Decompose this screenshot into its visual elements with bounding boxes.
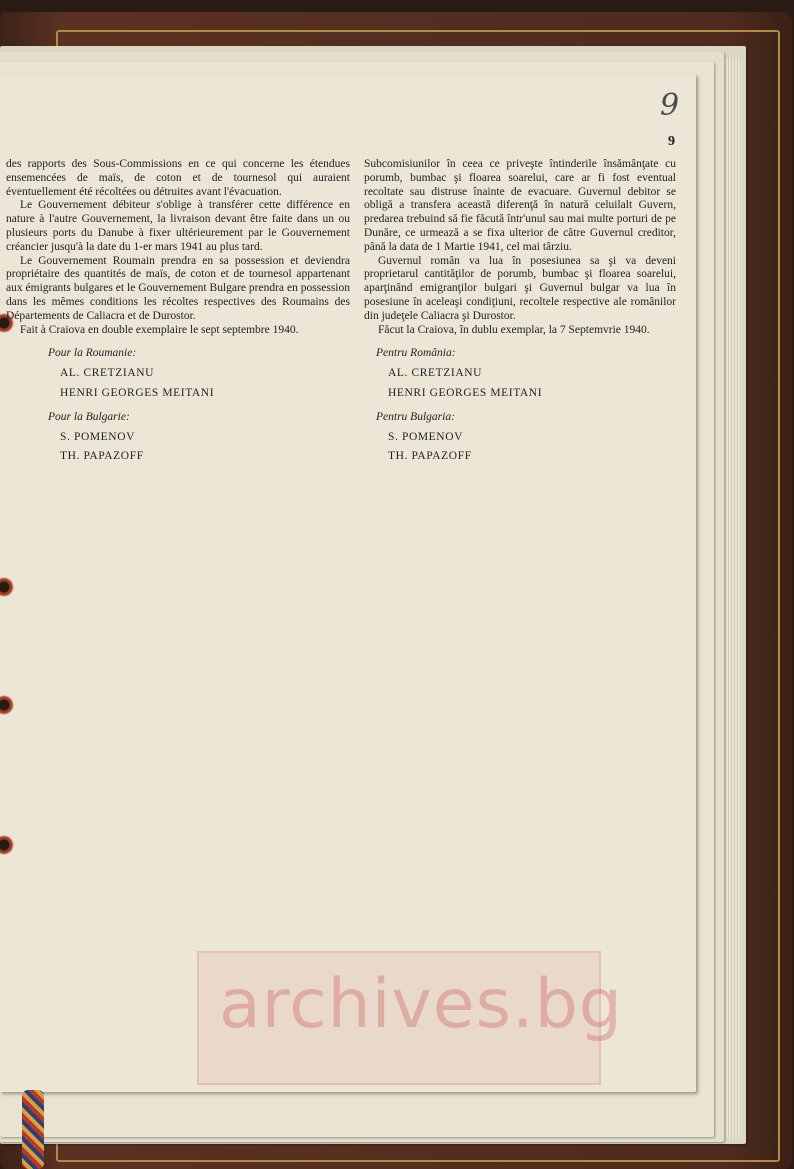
- signatory-name: HENRI GEORGES MEITANI: [60, 386, 215, 399]
- printed-page-number: 9: [668, 134, 675, 149]
- closing-line: Fait à Craiova en double exemplaire le sept septembre 1940.: [20, 323, 299, 336]
- page-edges: [722, 58, 742, 1138]
- signatory-country-label: Pour la Roumanie:: [48, 347, 137, 360]
- french-column: [6, 158, 350, 464]
- pencil-page-number: 9: [660, 88, 680, 123]
- signatory-name: TH. PAPAZOFF: [388, 450, 472, 463]
- paragraph: Le Gouvernement Roumain prendra en sa possession et deviendra propriétaire des quantités de maïs, de coton et de tournesol appartenant aux émigrants bulgares et le Gouvernement Bulgare prendra en possession dans les mêmes conditions les récoltes respectives des Roumains des Départements de Caliacra et de Durostor.: [6, 254, 350, 322]
- watermark-text: archives.bg: [219, 965, 623, 1044]
- romanian-column: [364, 158, 676, 464]
- paragraph: Guvernul român va lua în posesiunea sa şi va deveni proprietarul cantităţilor de porumb, bumbac şi floarea soarelui, aparţinând emigranţilor bulgari şi Guvernul bulgar va lua în posesiune în aceleaşi condiţiuni, recoltele respective ale românilor din judeţele Caliacra şi Durostor.: [364, 254, 676, 322]
- signatory-name: AL. CRETZIANU: [60, 367, 155, 380]
- paragraph: des rapports des Sous-Commissions en ce qui concerne les étendues ensemencées de maïs, de coton et de tournesol qui auraient éventuellement été récoltées ou détruites avant l'évacuation.: [6, 158, 350, 198]
- signatory-name: S. POMENOV: [388, 430, 464, 443]
- archive-watermark: [197, 951, 623, 1085]
- signatory-country-label: Pour la Bulgarie:: [48, 410, 130, 423]
- binding-cord: [22, 1090, 44, 1169]
- signature-block: [364, 347, 676, 464]
- signatory-name: S. POMENOV: [60, 430, 136, 443]
- binding-hole: [0, 576, 16, 598]
- binding-hole: [0, 694, 16, 716]
- paragraph: Le Gouvernement débiteur s'oblige à transférer cette différence en nature à l'autre Gouvernement, la livraison devant être faite dans un ou plusieurs ports du Danube à fixer ultérieurement par le Gouvernement créancier jusqu'à la date du 1-er mars 1941 au plus tard.: [6, 199, 350, 253]
- signatory-country-label: Pentru România:: [376, 347, 456, 360]
- signatory-name: HENRI GEORGES MEITANI: [388, 386, 543, 399]
- signatory-name: AL. CRETZIANU: [388, 367, 483, 380]
- signatory-name: TH. PAPAZOFF: [60, 450, 144, 463]
- signatory-country-label: Pentru Bulgaria:: [376, 410, 455, 423]
- paragraph: Subcomisiunilor în ceea ce priveşte întinderile însămânţate cu porumb, bumbac şi floarea soarelui, care ar fi fost eventual recoltate sau distruse înainte de evacuare. Guvernul debitor se obligă a transfera această diferenţă în natură celuilalt Guvern, predarea trebuind să fie făcută într'unul sau mai multe porturi de pe Dunăre, ce urmează a se fixa ulterior de către Guvernul creditor, până la data de 1 Martie 1941, cel mai târziu.: [364, 158, 676, 253]
- signature-block: [6, 347, 350, 464]
- binding-hole: [0, 834, 16, 856]
- closing-line: Făcut la Craiova, în dublu exemplar, la 7 Septemvrie 1940.: [378, 323, 650, 336]
